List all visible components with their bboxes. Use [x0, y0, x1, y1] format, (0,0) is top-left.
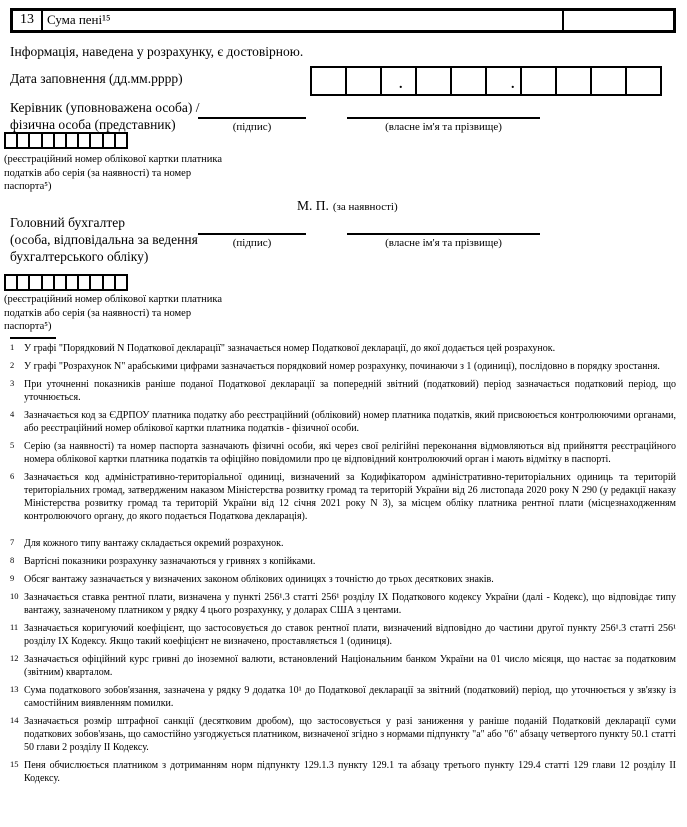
truth-statement: Інформація, наведена у розрахунку, є достовірною. — [10, 44, 304, 59]
footnotes-section — [10, 337, 676, 790]
accountant-title-line2: (особа, відповідальна за ведення — [10, 232, 198, 247]
penalty-sum-row — [10, 8, 676, 33]
footnote-9 — [10, 573, 676, 586]
footnote-8 — [10, 555, 676, 568]
signature-caption: (підпис) — [232, 237, 272, 249]
footnote-10 — [10, 591, 676, 617]
regnum-caption-line1: (реєстраційний номер облікової картки платника — [4, 294, 222, 305]
footnote-text: Зазначається розмір штрафної санкції (десятковим дробом), що застосовується у разі заниження у раніше поданій Податковій декларації суми податкових зобов'язань, що самостійно узгоджується платником, визначеної згідно з нормами підпункту "а" або "б" абзацу четвертого пункту 50.1 статті 50 глави 2 розділу II Кодексу. — [24, 716, 676, 753]
regnum-caption-line3: паспорта⁵) — [4, 181, 52, 192]
footnote-number: 9 — [10, 573, 15, 583]
director-regnum-caption — [4, 153, 254, 194]
date-digit-cell[interactable] — [310, 66, 347, 96]
footnote-number: 11 — [10, 622, 19, 632]
footnote-number: 15 — [10, 759, 19, 769]
date-digit-cell[interactable] — [415, 66, 452, 96]
footnote-14 — [10, 715, 676, 754]
accountant-regnum-input — [4, 274, 128, 291]
footnote-text: Сума податкового зобов'язання, зазначена у рядку 9 додатка 10¹ до Податкової декларації за звітний (податковий) період, що уточнюється у зв'язку із самостійним виявленням помилки. — [24, 685, 676, 709]
date-digit-cell[interactable] — [555, 66, 592, 96]
footnote-text: Для кожного типу вантажу складається окремий розрахунок. — [24, 538, 284, 549]
fill-date-input — [310, 66, 662, 96]
footnote-number: 4 — [10, 409, 15, 419]
footnote-1 — [10, 342, 676, 355]
name-caption: (власне ім'я та прізвище) — [385, 237, 502, 249]
footnote-number: 3 — [10, 378, 15, 388]
date-digit-cell[interactable] — [345, 66, 382, 96]
director-signature-line[interactable] — [198, 117, 306, 119]
date-separator-dot: . — [399, 77, 403, 92]
regnum-caption-line2: податків або серія (за наявності) та номер — [4, 307, 192, 319]
accountant-title-line3: бухгалтерського обліку) — [10, 249, 149, 264]
penalty-sum-value-field[interactable] — [562, 11, 673, 30]
seal-prefix: М. П. — [297, 198, 329, 213]
footnote-6 — [10, 471, 676, 523]
accountant-signature-line[interactable] — [198, 233, 306, 235]
seal-suffix: (за наявності) — [332, 201, 398, 213]
date-digit-cell[interactable] — [485, 66, 522, 96]
footnote-number: 2 — [10, 360, 15, 370]
footnote-text: Зазначається коригуючий коефіцієнт, що застосовується до ставок рентної плати, визначений відповідно до частини другої пункту 256¹.3 статті 256¹ розділу IX Кодексу. Якщо такий коефіцієнт не визначено, проставляється 1 (одиниця). — [24, 623, 676, 647]
regnum-digit-cell[interactable] — [114, 132, 128, 149]
footnotes-list — [10, 342, 676, 785]
footnote-12 — [10, 653, 676, 679]
footnote-text: У графі "Порядковий N Податкової декларації" зазначається номер Податкової декларації, до якої додається цей розрахунок. — [24, 343, 556, 354]
director-regnum-input — [4, 132, 128, 149]
footnote-text: Зазначається ставка рентної плати, визначена у пункті 256¹.3 статті 256¹ розділу IX Податкового кодексу України (далі - Кодекс), що відповідає типу вантажу, зазначеному платником у рядку 4 цього розрахунку, у доларах США з центами. — [24, 592, 676, 616]
accountant-name-line[interactable] — [347, 233, 540, 235]
date-digit-cell[interactable] — [625, 66, 662, 96]
footnote-number: 5 — [10, 440, 15, 450]
footnote-5 — [10, 440, 676, 466]
date-digit-cell[interactable] — [450, 66, 487, 96]
date-separator-dot: . — [511, 77, 515, 92]
date-digit-cell[interactable] — [520, 66, 557, 96]
footnote-number: 12 — [10, 653, 19, 663]
footnote-11 — [10, 622, 676, 648]
footnote-4 — [10, 409, 676, 435]
fill-date-label: Дата заповнення (дд.мм.рррр) — [10, 71, 183, 86]
footnote-3 — [10, 378, 676, 404]
footnote-7 — [10, 537, 676, 550]
regnum-caption-line3: паспорта⁵) — [4, 321, 52, 332]
director-title-line2: фізична особа (представник) — [10, 117, 176, 132]
director-name-line[interactable] — [347, 117, 540, 119]
regnum-caption-line2: податків або серія (за наявності) та номер — [4, 167, 192, 179]
accountant-title-line1: Головний бухгалтер — [10, 215, 125, 230]
director-title-line1: Керівник (уповноважена особа) / — [10, 100, 200, 115]
footnote-text: Вартісні показники розрахунку зазначаються у гривнях з копійками. — [24, 556, 316, 567]
footnote-number: 1 — [10, 342, 15, 352]
footnote-text: Зазначається код адміністративно-територіальної одиниці, визначений за Кодифікатором адміністративно-територіальних одиниць та територій територіальних громад, затвердженим наказом Міністерства розвитку громад та територій України від 26 листопада 2020 року N 290 (у редакції наказу Міністерства розвитку громад та територій України від 12 січня 2021 року N 3), за місцем обліку платника рентної плати (місцезнаходженням контролюючого органу, до якого подається Податкова декларація). — [24, 472, 676, 522]
row-number-cell: 13 — [13, 11, 43, 30]
footnote-15 — [10, 759, 676, 785]
footnote-2 — [10, 360, 676, 373]
date-digit-cell[interactable] — [590, 66, 627, 96]
footnote-text: Зазначається офіційний курс гривні до іноземної валюти, встановлений Національним банком України на 01 число місяця, що настає за податковим (звітним) кварталом. — [24, 654, 676, 678]
footnote-number: 8 — [10, 555, 15, 565]
footnote-number: 6 — [10, 471, 15, 481]
regnum-digit-cell[interactable] — [114, 274, 128, 291]
footnote-text: Пеня обчислюється платником з дотриманням норм підпункту 129.1.3 пункту 129.1 та абзацу третього пункту 129.4 статті 129 глави 12 розділу II Кодексу. — [24, 760, 676, 784]
regnum-caption-line1: (реєстраційний номер облікової картки платника — [4, 154, 222, 165]
footnote-number: 14 — [10, 715, 19, 725]
footnote-13 — [10, 684, 676, 710]
footnote-number: 10 — [10, 591, 19, 601]
name-caption: (власне ім'я та прізвище) — [385, 121, 502, 133]
accountant-regnum-caption — [4, 293, 254, 334]
penalty-sum-label: Сума пені¹⁵ — [47, 12, 111, 27]
seal-note — [297, 197, 398, 215]
footnote-number: 7 — [10, 537, 15, 547]
footnote-text: Зазначається код за ЄДРПОУ платника податку або реєстраційний (обліковий) номер платника податків, який присвоюється контролюючими органами, або реєстраційний номер облікової картки платника податків - фізичної особи. — [24, 410, 676, 434]
footnote-separator — [10, 337, 56, 339]
footnote-text: При уточненні показників раніше поданої Податкової декларації за попередній звітний (податковий) період зазначається податковий період, що уточнюється. — [24, 379, 676, 403]
footnote-text: Обсяг вантажу зазначається у визначених законом облікових одиницях з точністю до трьох десяткових знаків. — [24, 574, 494, 585]
footnote-text: Серію (за наявності) та номер паспорта зазначають фізичні особи, які через свої релігійні переконання відмовляються від прийняття реєстраційного номера облікової картки платника податків та офіційно повідомили про це відповідний контролюючий орган і мають відмітку в паспорті. — [24, 441, 676, 465]
signature-caption: (підпис) — [232, 121, 272, 133]
footnote-text: У графі "Розрахунок N" арабськими цифрами зазначається порядковий номер розрахунку, починаючи з 1 (одиниці), послідовно в порядку зростання. — [24, 361, 660, 372]
footnote-number: 13 — [10, 684, 19, 694]
